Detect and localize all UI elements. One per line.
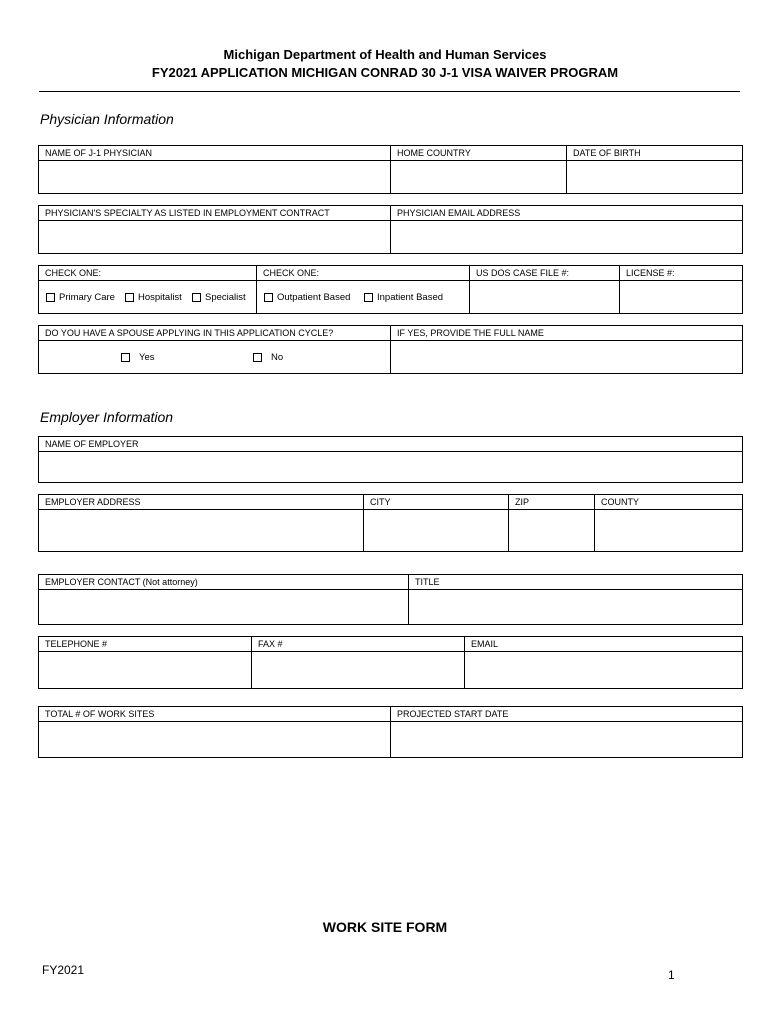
fax-field[interactable] (251, 636, 465, 689)
license-field[interactable] (619, 265, 743, 314)
contact-title-label: TITLE (409, 575, 742, 590)
checkbox-icon (121, 353, 130, 362)
employer-email-field[interactable] (464, 636, 743, 689)
spouse-yes-checkbox[interactable] (121, 352, 155, 363)
home-country-label: HOME COUNTRY (391, 146, 566, 161)
contact-title-field[interactable] (408, 574, 743, 625)
start-date-label: PROJECTED START DATE (391, 707, 742, 722)
agency-title: Michigan Department of Health and Human Services (223, 47, 547, 62)
specialty-label: PHYSICIAN'S SPECIALTY AS LISTED IN EMPLOYMENT CONTRACT (39, 206, 390, 221)
checkbox-icon (46, 293, 55, 302)
dos-case-file-field[interactable] (469, 265, 620, 314)
date-of-birth-label: DATE OF BIRTH (567, 146, 742, 161)
employer-name-label: NAME OF EMPLOYER (39, 437, 742, 452)
work-sites-label: TOTAL # OF WORK SITES (39, 707, 390, 722)
dos-case-file-label: US DOS CASE FILE #: (470, 266, 619, 281)
telephone-label: TELEPHONE # (39, 637, 251, 652)
spouse-question-label: DO YOU HAVE A SPOUSE APPLYING IN THIS APPLICATION CYCLE? (39, 326, 390, 341)
checkbox-icon (253, 353, 262, 362)
employer-contact-label: EMPLOYER CONTACT (Not attorney) (39, 575, 408, 590)
employer-email-label: EMAIL (465, 637, 742, 652)
employer-name-field[interactable] (38, 436, 743, 483)
spouse-name-label: IF YES, PROVIDE THE FULL NAME (391, 326, 742, 341)
employer-contact-field[interactable] (38, 574, 409, 625)
spouse-name-field[interactable] (390, 325, 743, 374)
spouse-question-group (38, 325, 391, 374)
specialist-label: Specialist (205, 292, 246, 303)
license-label: LICENSE #: (620, 266, 742, 281)
form-title: FY2021 APPLICATION MICHIGAN CONRAD 30 J-1 VISA WAIVER PROGRAM (151, 65, 619, 80)
city-field[interactable] (363, 494, 509, 552)
physician-section-title: Physician Information (40, 111, 174, 127)
outpatient-checkbox[interactable] (264, 292, 350, 303)
specialist-checkbox[interactable] (192, 292, 246, 303)
checkbox-icon (192, 293, 201, 302)
inpatient-label: Inpatient Based (377, 292, 444, 303)
hospitalist-checkbox[interactable] (125, 292, 182, 303)
work-sites-field[interactable] (38, 706, 391, 758)
employer-section-title: Employer Information (40, 409, 174, 425)
spouse-yes-label: Yes (139, 352, 155, 363)
checkbox-icon (125, 293, 134, 302)
fax-label: FAX # (252, 637, 464, 652)
primary-care-checkbox[interactable] (46, 292, 115, 303)
physician-name-label: NAME OF J-1 PHYSICIAN (39, 146, 390, 161)
checkbox-icon (364, 293, 373, 302)
checkbox-icon (264, 293, 273, 302)
zip-field[interactable] (508, 494, 595, 552)
check-one-label-1: CHECK ONE: (39, 266, 256, 281)
work-site-form-heading: WORK SITE FORM (322, 919, 448, 935)
specialty-field[interactable] (38, 205, 391, 254)
outpatient-label: Outpatient Based (277, 292, 351, 303)
spouse-no-checkbox[interactable] (253, 352, 283, 363)
setting-type-group (256, 265, 470, 314)
physician-name-field[interactable] (38, 145, 391, 194)
inpatient-checkbox[interactable] (364, 292, 443, 303)
date-of-birth-field[interactable] (566, 145, 743, 194)
telephone-field[interactable] (38, 636, 252, 689)
check-one-label-2: CHECK ONE: (257, 266, 469, 281)
city-label: CITY (364, 495, 508, 510)
zip-label: ZIP (509, 495, 594, 510)
county-field[interactable] (594, 494, 743, 552)
header-divider (39, 91, 740, 92)
home-country-field[interactable] (390, 145, 567, 194)
footer-fiscal-year: FY2021 (42, 963, 85, 977)
practice-type-group (38, 265, 257, 314)
employer-address-field[interactable] (38, 494, 364, 552)
page-number: 1 (668, 968, 675, 982)
start-date-field[interactable] (390, 706, 743, 758)
employer-address-label: EMPLOYER ADDRESS (39, 495, 363, 510)
county-label: COUNTY (595, 495, 742, 510)
primary-care-label: Primary Care (59, 292, 115, 303)
hospitalist-label: Hospitalist (138, 292, 182, 303)
physician-email-field[interactable] (390, 205, 743, 254)
physician-email-label: PHYSICIAN EMAIL ADDRESS (391, 206, 742, 221)
spouse-no-label: No (271, 352, 284, 363)
